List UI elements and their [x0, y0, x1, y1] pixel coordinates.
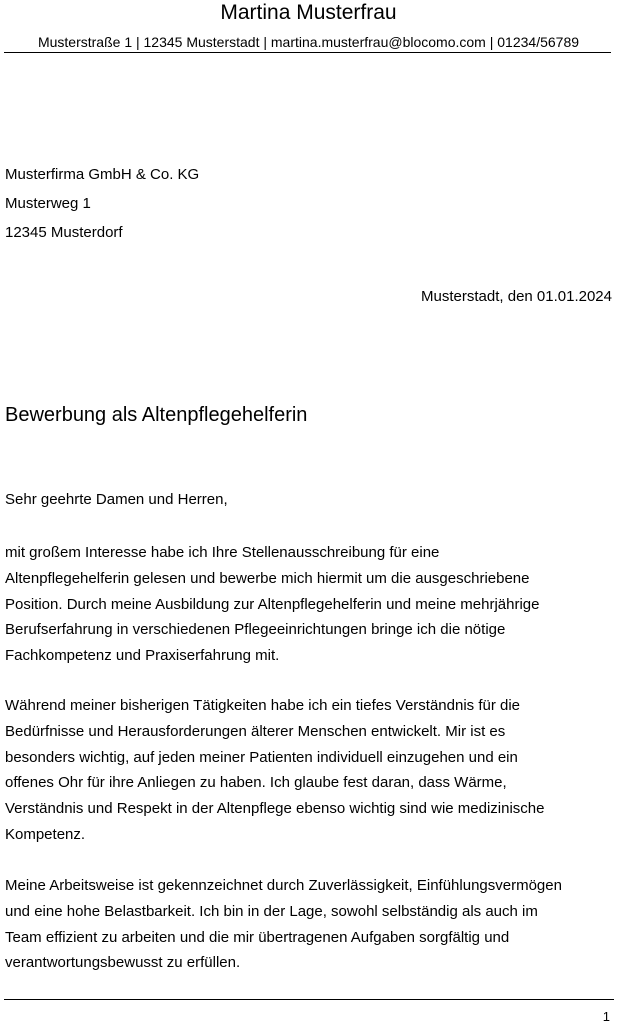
paragraph-line: mit großem Interesse habe ich Ihre Stellenausschreibung für eine: [5, 544, 440, 561]
paragraph-line: Meine Arbeitsweise ist gekennzeichnet durch Zuverlässigkeit, Einfühlungsvermögen: [5, 877, 562, 894]
page-number: 1: [602, 1009, 610, 1024]
recipient-city: 12345 Musterdorf: [5, 224, 123, 241]
body-paragraph-1: [5, 540, 605, 669]
recipient-street: Musterweg 1: [5, 195, 91, 212]
sender-contact-line: Musterstraße 1 | 12345 Musterstadt | martina.musterfrau@blocomo.com | 01234/56789: [37, 34, 580, 50]
paragraph-line: Fachkompetenz und Praxiserfahrung mit.: [5, 647, 280, 665]
paragraph-line: Während meiner bisherigen Tätigkeiten habe ich ein tiefes Verständnis für die: [5, 697, 521, 714]
salutation: Sehr geehrte Damen und Herren,: [5, 491, 228, 508]
letter-subject: Bewerbung als Altenpflegehelferin: [5, 404, 308, 426]
paragraph-line: Kompetenz.: [5, 825, 86, 843]
sender-name: Martina Musterfrau: [220, 1, 397, 24]
paragraph-line: Team effizient zu arbeiten und die mir übertragenen Aufgaben sorgfältig und: [5, 928, 510, 946]
paragraph-line: Altenpflegehelferin gelesen und bewerbe mich hiermit um die ausgeschriebene: [5, 569, 530, 587]
paragraph-line: besonders wichtig, auf jeden meiner Patienten individuell einzugehen und ein: [5, 748, 518, 766]
paragraph-line: Berufserfahrung in verschiedenen Pflegeeinrichtungen bringe ich die nötige: [5, 621, 506, 639]
paragraph-line: verantwortungsbewusst zu erfüllen.: [5, 954, 241, 972]
header-divider: [4, 52, 611, 53]
paragraph-line: und eine hohe Belastbarkeit. Ich bin in der Lage, sowohl selbständig als auch im: [5, 902, 538, 920]
letter-date: Musterstadt, den 01.01.2024: [421, 288, 612, 305]
footer-divider: [4, 999, 614, 1000]
recipient-company: Musterfirma GmbH & Co. KG: [5, 166, 200, 183]
paragraph-line: offenes Ohr für ihre Anliegen zu haben. Ich glaube fest daran, dass Wärme,: [5, 774, 507, 792]
paragraph-line: Bedürfnisse und Herausforderungen älterer Menschen entwickelt. Mir ist es: [5, 722, 506, 740]
paragraph-line: Verständnis und Respekt in der Altenpflege ebenso wichtig sind wie medizinische: [5, 800, 545, 818]
body-paragraph-2: [5, 693, 605, 848]
body-paragraph-3: [5, 873, 605, 976]
recipient-address: [5, 160, 199, 247]
paragraph-line: Position. Durch meine Ausbildung zur Altenpflegehelferin und meine mehrjährige: [5, 595, 540, 613]
